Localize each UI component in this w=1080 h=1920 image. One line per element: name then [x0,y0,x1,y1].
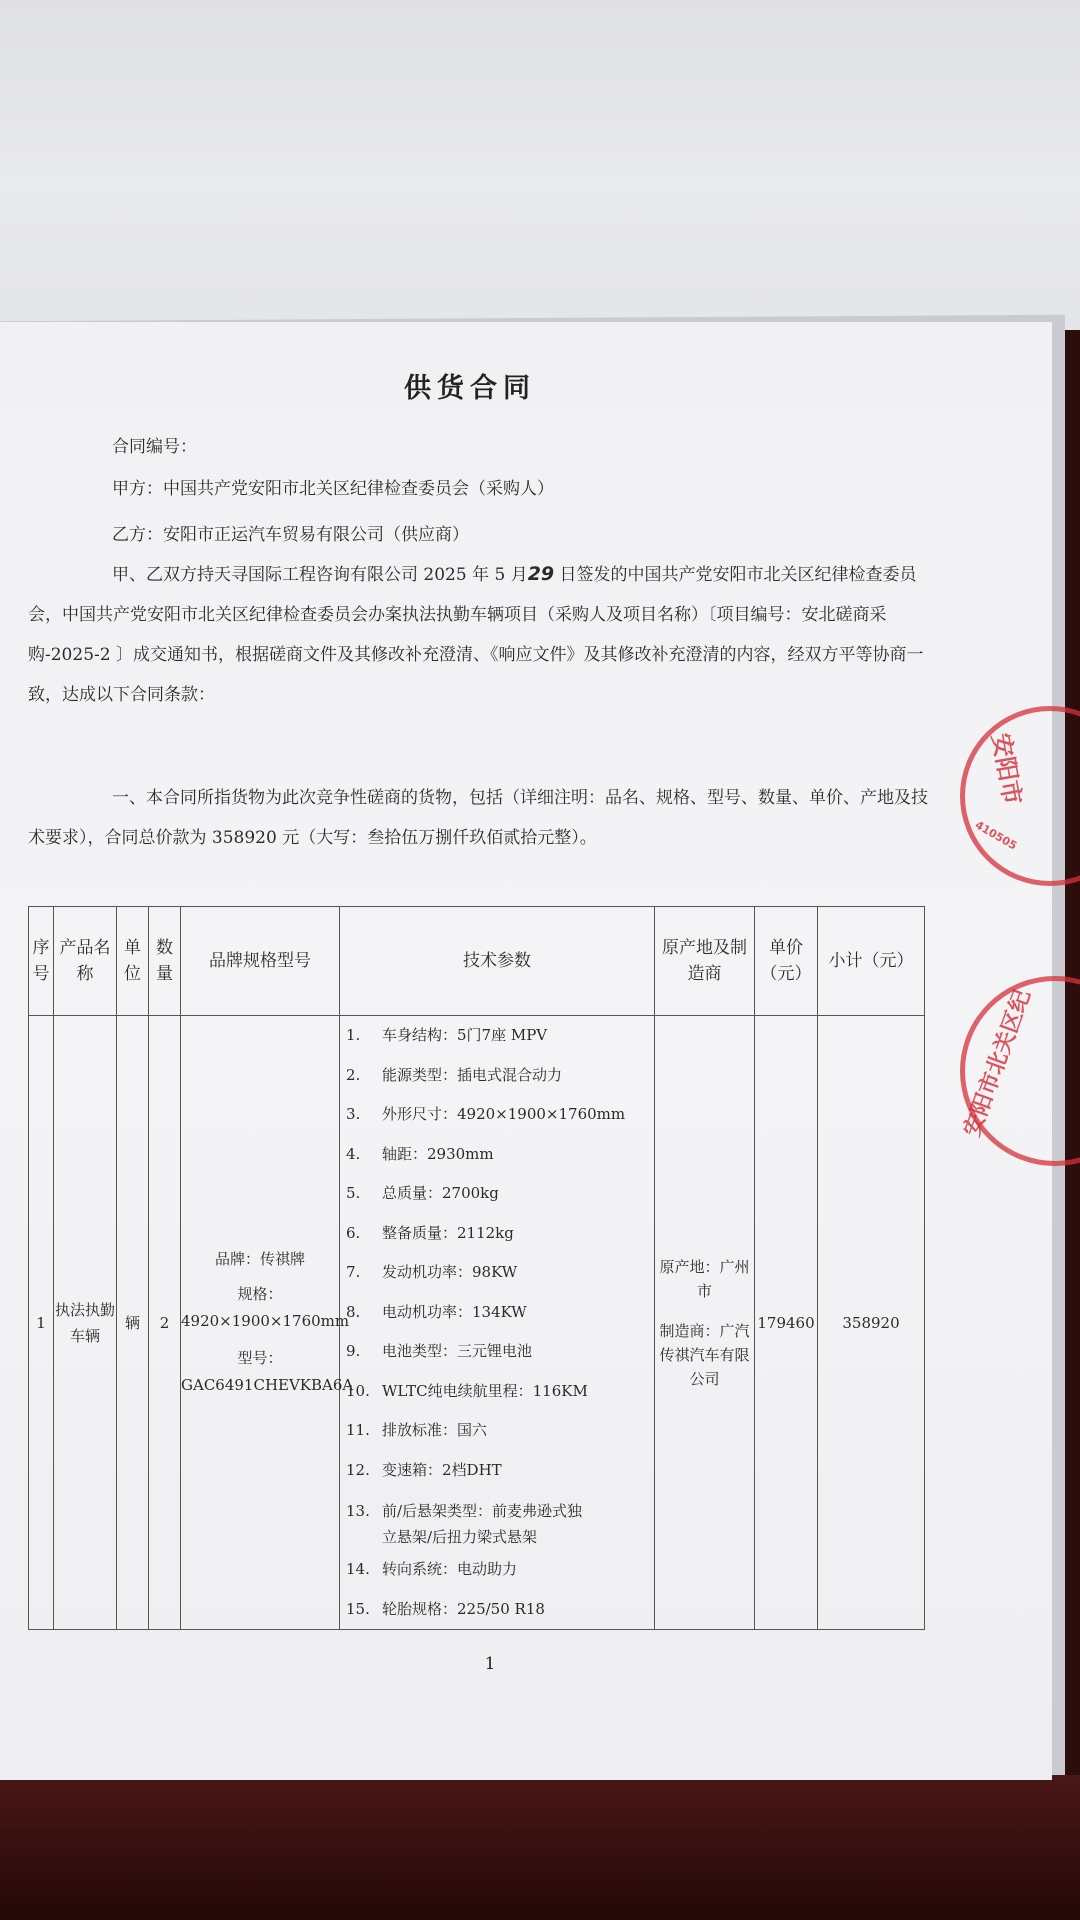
param-text: 轮胎规格：225/50 R18 [382,1599,545,1618]
param-text: 排放标准：国六 [382,1421,488,1439]
param-number: 1. [346,1026,361,1044]
cell-qty: 2 [149,1016,181,1630]
brand-name: 品牌：传祺牌 [214,1250,305,1268]
param-text: 外形尺寸：4920×1900×1760mm [382,1105,626,1123]
header-product: 产品名称 [54,907,117,1016]
tech-param-item [346,1550,654,1590]
cell-tech-params [340,1016,655,1630]
param-number: 7. [346,1263,361,1281]
table-header-row [29,907,925,1016]
underlying-page [0,0,1080,330]
param-text: 整备质量：2112kg [382,1223,514,1242]
header-unit: 单位 [117,907,149,1016]
header-origin: 原产地及制造商 [655,907,755,1016]
handwritten-day: 29 [527,563,555,585]
header-subtotal: 小计（元） [818,907,925,1016]
param-number: 8. [346,1302,361,1321]
param-number: 11. [346,1421,370,1439]
model-label: 型号： [237,1349,283,1367]
tech-param-item [346,1332,654,1372]
red-seal-lower [960,976,1080,1166]
param-text: WLTC纯电续航里程：116KM [382,1381,588,1400]
tech-param-item [346,1490,654,1550]
param-text: 转向系统：电动助力 [382,1560,518,1578]
tech-param-item [346,1095,654,1135]
manufacturer: 制造商：广汽传祺汽车有限公司 [659,1321,750,1388]
intro-part-2: 日签发的中国共产党安阳市北关区纪律检查委员会，中国共产党安阳市北关区纪律检查委员会办案执法执勤车辆项目（采购人及项目名称）〔项目编号：安北磋商采购-2025-2 〕成交通知书，根据磋商文件及其修改补充澄清、《响应文件》及其修改补充澄清的内容，经双方平等协商一致，达成以下合同条款： [28,565,924,705]
header-qty: 数量 [149,907,181,1016]
clause-1: 一、本合同所指货物为此次竞争性磋商的货物，包括（详细注明：品名、规格、型号、数量、单价、产地及技术要求），合同总价款为 358920 元（大写：叁拾伍万捌仟玖佰贰拾元整）。 [28,788,928,848]
tech-param-item [346,1056,654,1096]
tech-param-item [346,1253,654,1293]
param-number: 3. [346,1105,361,1123]
tech-param-item [346,1214,654,1254]
brand-spec-size: 规格：4920×1900×1760mm [181,1285,350,1330]
cell-subtotal: 358920 [818,1016,925,1630]
party-a: 甲方：中国共产党安阳市北关区纪律检查委员会（采购人） [112,479,554,499]
desk-surface [0,1775,1080,1920]
contract-number-label: 合同编号： [112,437,197,457]
red-seal-upper [960,706,1080,886]
tech-param-item [346,1016,654,1056]
cell-origin [655,1016,755,1630]
param-text: 变速箱：2档DHT [382,1460,502,1479]
cell-product: 执法执勤车辆 [54,1016,117,1630]
tech-param-item [346,1590,654,1630]
param-number: 5. [346,1184,361,1202]
param-text: 电池类型：三元锂电池 [382,1342,533,1360]
party-b: 乙方：安阳市正运汽车贸易有限公司（供应商） [112,525,469,545]
header-tech: 技术参数 [340,907,655,1016]
intro-paragraph [28,554,938,715]
param-text: 总质量：2700kg [382,1184,499,1202]
header-no: 序号 [29,907,54,1016]
param-number: 12. [346,1460,370,1479]
param-number: 2. [346,1065,361,1084]
cell-no: 1 [29,1016,54,1630]
cell-unit: 辆 [117,1016,149,1630]
tech-param-item [346,1135,654,1175]
tech-param-list [340,1016,654,1629]
cell-price: 179460 [755,1016,818,1630]
seal-upper-code: 410505 [972,818,1020,853]
param-text: 能源类型：插电式混合动力 [382,1065,563,1084]
param-number: 6. [346,1223,361,1242]
header-price: 单价（元） [755,907,818,1016]
tech-param-item [346,1174,654,1214]
table-row [29,1016,925,1630]
param-number: 15. [346,1599,370,1618]
param-number: 4. [346,1144,361,1163]
tech-param-item [346,1293,654,1333]
param-text: 电动机功率：134KW [382,1302,527,1321]
cell-brand-spec [181,1016,354,1630]
param-number: 14. [346,1560,370,1578]
origin-place: 原产地：广州市 [659,1257,750,1300]
param-number: 13. [346,1502,370,1520]
tech-param-item [346,1411,654,1451]
tech-param-item [346,1372,654,1412]
goods-table [28,906,925,1630]
contract-page [0,322,1052,1780]
intro-part-1: 甲、乙双方持天寻国际工程咨询有限公司 2025 年 5 月 [112,565,528,585]
tech-param-item [346,1451,654,1491]
model-number: GAC6491CHEVKBA6A [181,1376,354,1394]
param-text: 车身结构：5门7座 MPV [382,1026,548,1044]
header-brand-spec: 品牌规格型号 [181,907,340,1016]
page-number: 1 [484,1654,496,1674]
param-text: 前/后悬架类型：前麦弗逊式独立悬架/后扭力梁式悬架 [382,1502,583,1546]
document-title: 供货合同 [404,373,536,404]
param-number: 9. [346,1342,361,1360]
param-text: 发动机功率：98KW [382,1263,518,1281]
param-text: 轴距：2930mm [382,1144,494,1163]
seal-lower-text: 安阳市北关区纪 [959,986,1036,1140]
seal-upper-text: 安阳市 [986,731,1027,807]
param-number: 10. [346,1381,370,1400]
